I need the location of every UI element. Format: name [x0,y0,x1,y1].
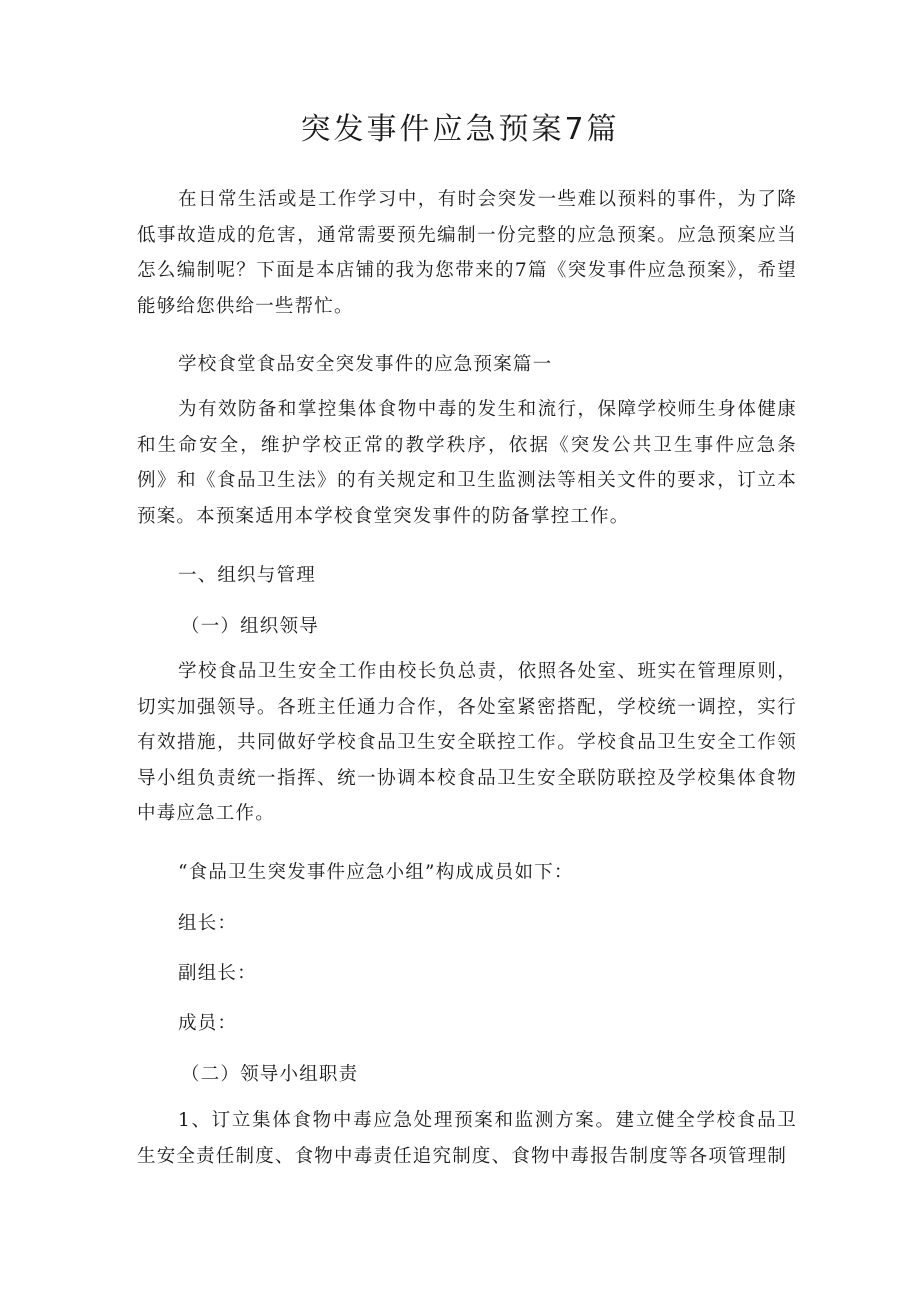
document-title: 突发事件应急预案7篇 [300,112,620,147]
deputy-label: 副组长： [178,963,257,984]
leadership-paragraph: 学校食品卫生安全工作由校长负总责，依照各处室、班实在管理原则，切实加强领导。各班主任通力合作，各处室紧密搭配，学校统一调控，实行有效措施，共同做好学校食品卫生安全联控工作。学校食品卫生安全工作领导小组负责统一指挥、统一协调本校食品卫生安全联防联控及学校集体食物中毒应急工作。 [137,661,797,824]
subsection2-heading: （二）领导小组职责 [181,1064,359,1085]
part1-heading: 一、组织与管理 [178,565,316,586]
leader-label: 组长： [178,913,238,934]
duty1-paragraph: 1、订立集体食物中毒应急处理预案和监测方案。建立健全学校食品卫生安全责任制度、食物中毒责任追究制度、食物中毒报告制度等各项管理制 [137,1110,797,1167]
members-label: 成员： [178,1013,238,1034]
section-heading: 学校食堂食品安全突发事件的应急预案篇一 [178,354,553,375]
purpose-paragraph: 为有效防备和掌控集体食物中毒的发生和流行，保障学校师生身体健康和生命安全，维护学校正常的教学秩序，依据《突发公共卫生事件应急条例》和《食品卫生法》的有关规定和卫生监测法等相关文件的要求，订立本预案。本预案适用本学校食堂突发事件的防备掌控工作。 [137,399,797,527]
subsection1-heading: （一）组织领导 [181,616,319,637]
intro-paragraph: 在日常生活或是工作学习中，有时会突发一些难以预料的事件，为了降低事故造成的危害，通常需要预先编制一份完整的应急预案。应急预案应当怎么编制呢？下面是本店铺的我为您带来的7篇《突发事件应急预案》，希望能够给您供给一些帮忙。 [137,189,797,317]
group-intro: “食品卫生突发事件应急小组”构成成员如下： [178,862,574,883]
